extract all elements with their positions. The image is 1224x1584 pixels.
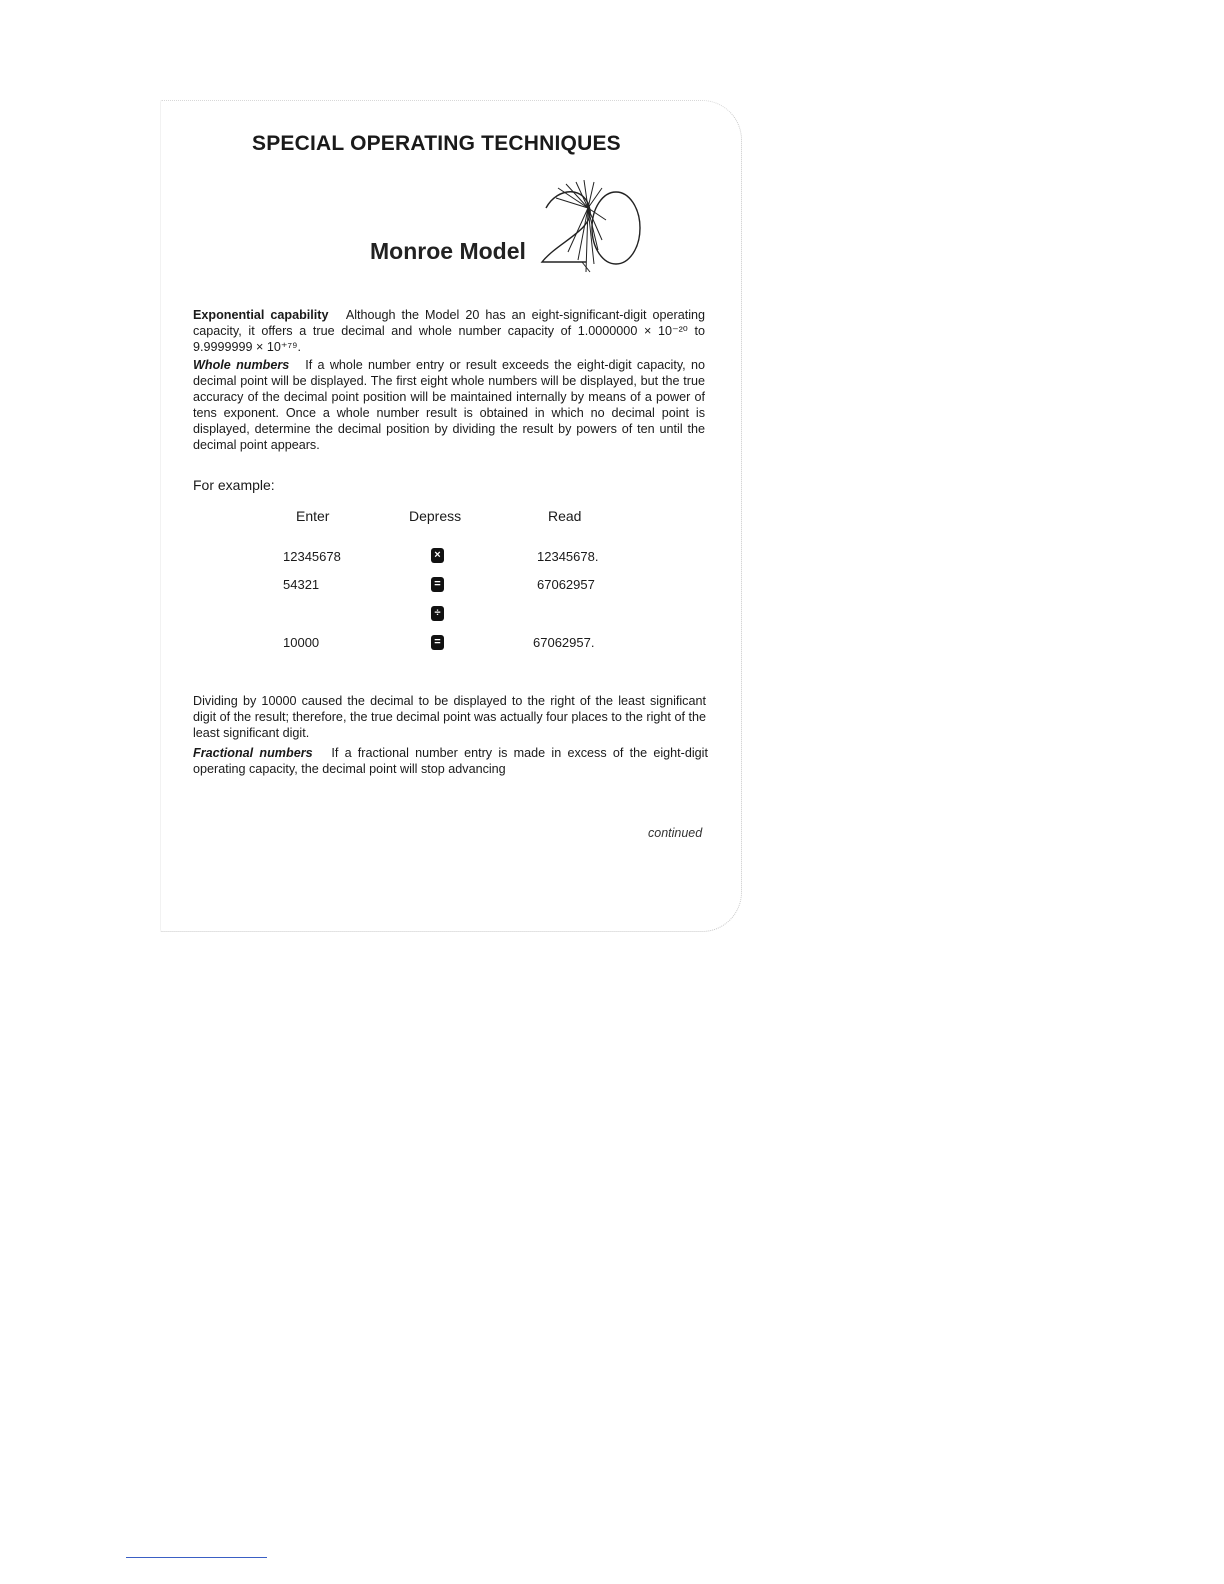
footer-rule [126, 1557, 267, 1558]
exponential-text: Although the Model 20 has an eight-significant-digit operating capacity, it offers a true decimal and whole number capacity of 1.0000000 × 10⁻²⁰ to 9.9999999 × 10⁺⁷⁹. [193, 308, 706, 354]
whole-numbers-lead: Whole numbers [193, 358, 290, 372]
fractional-numbers-text: If a fractional number entry is made in excess of the eight-digit operating capacity, the decimal point will stop advancing [193, 746, 708, 776]
fractional-numbers-paragraph [193, 745, 708, 777]
equals-key-icon: = [431, 635, 444, 650]
model-logo-block [370, 180, 650, 280]
enter-value: 10000 [283, 635, 320, 650]
example-label: For example: [193, 477, 275, 493]
read-value: 67062957. [533, 635, 595, 650]
column-header-depress: Depress [409, 508, 462, 524]
enter-value: 12345678 [283, 549, 341, 564]
dividing-paragraph [193, 693, 706, 741]
continued-label: continued [648, 826, 703, 840]
read-value: 67062957 [537, 577, 595, 592]
read-value: 12345678. [537, 549, 599, 564]
whole-numbers-paragraph [193, 357, 705, 453]
divide-key-icon: ÷ [431, 606, 444, 621]
page-heading: SPECIAL OPERATING TECHNIQUES [252, 132, 621, 155]
enter-value: 54321 [283, 577, 320, 592]
model-label: Monroe Model [370, 238, 526, 264]
equals-key-icon: = [431, 577, 444, 592]
fractional-numbers-lead: Fractional numbers [193, 746, 313, 760]
column-header-enter: Enter [296, 508, 330, 524]
dividing-text: Dividing by 10000 caused the decimal to be displayed to the right of the least significant digit of the result; therefore, the true decimal point was actually four places to the right of the least significant digit. [193, 694, 706, 740]
model-20-logo-icon [538, 180, 648, 280]
exponential-lead: Exponential capability [193, 308, 329, 322]
column-header-read: Read [548, 508, 582, 524]
whole-numbers-text: If a whole number entry or result exceeds the eight-digit capacity, no decimal point will be displayed. The first eight whole numbers will be displayed, but the true accuracy of the decimal point position will be maintained internally by means of a power of tens exponent. Once a whole number result is obtained in which no decimal point is displayed, determine the decimal position by dividing the result by powers of ten until the decimal point appears. [193, 358, 706, 452]
exponential-paragraph [193, 307, 705, 355]
multiply-key-icon: × [431, 548, 444, 563]
